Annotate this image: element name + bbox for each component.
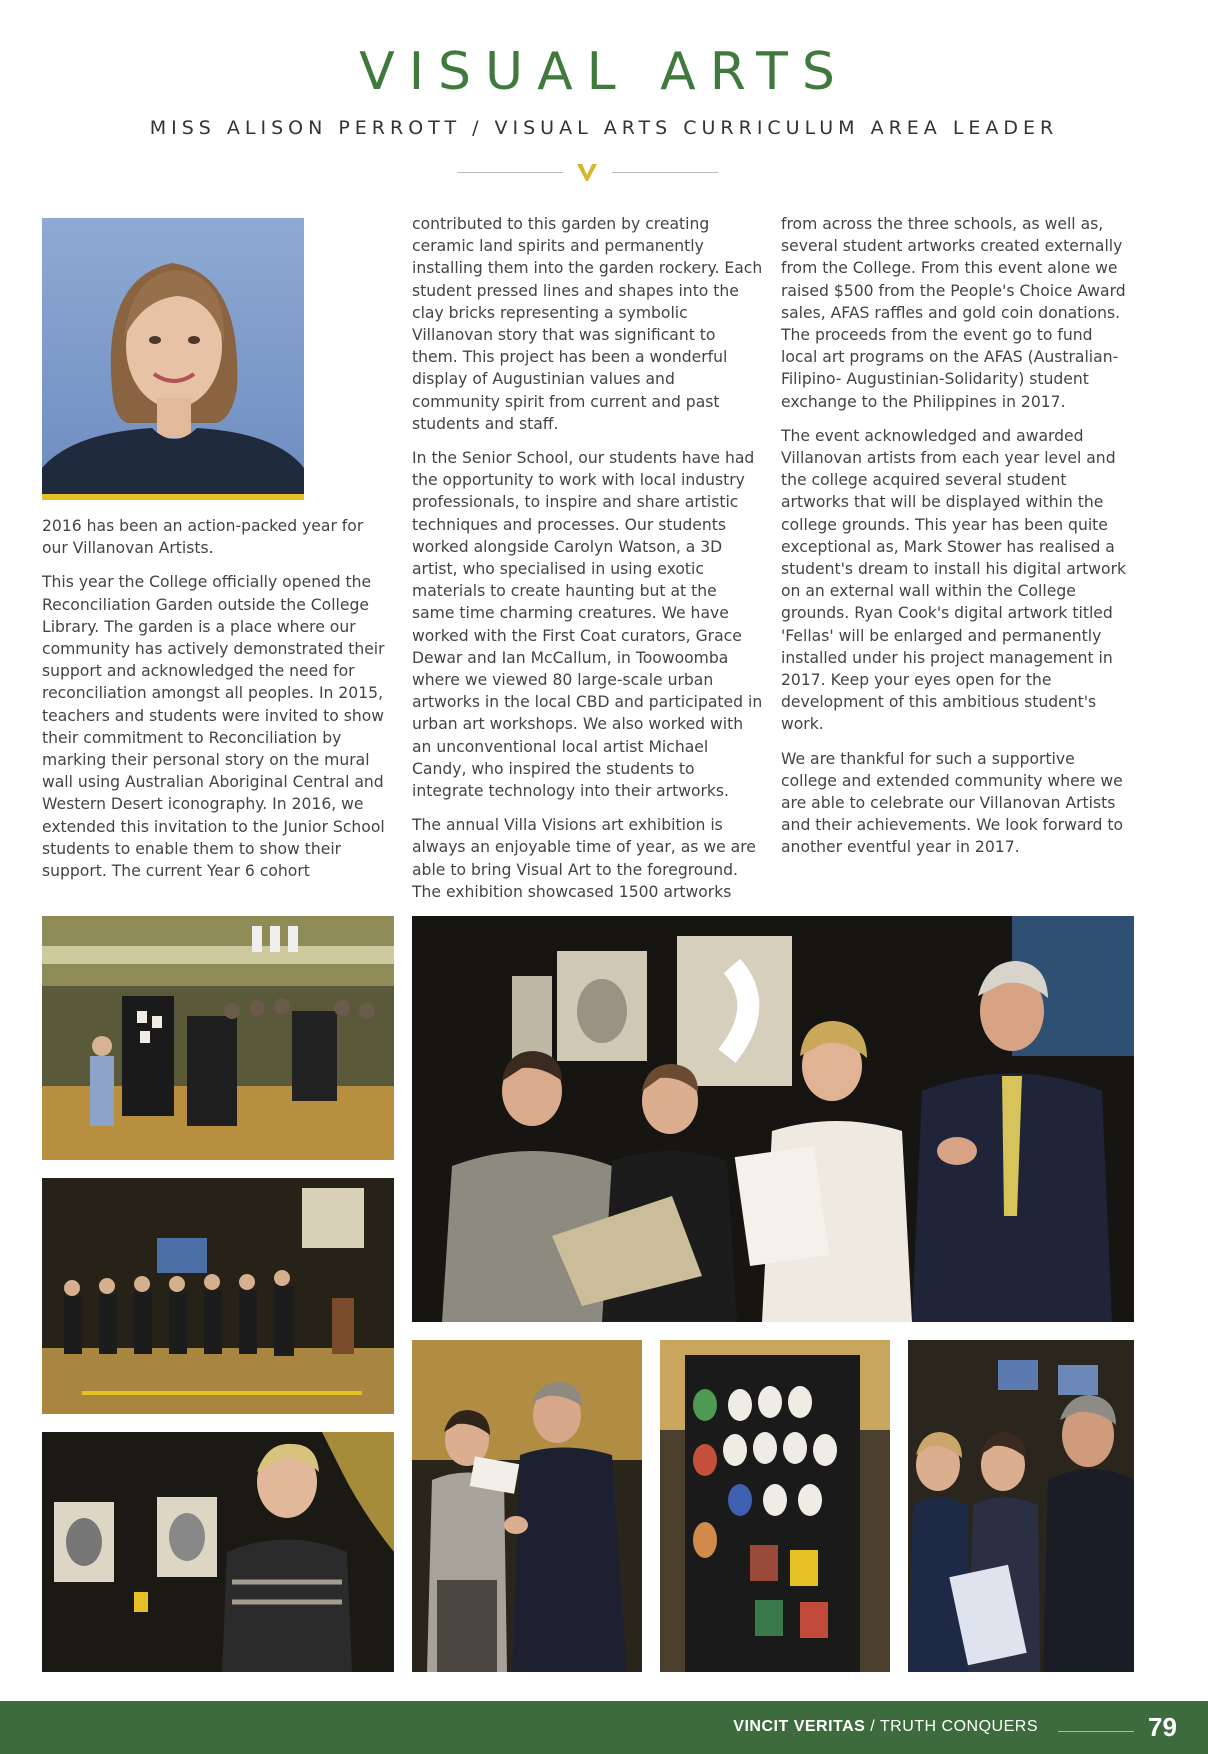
divider-left	[457, 172, 563, 173]
footer-rule	[1058, 1731, 1134, 1732]
article-paragraph: The annual Villa Visions art exhibition is always an enjoyable time of year, as we are able to bring Visual Art to the foreground. The exhibition showcased 1500 artworks	[412, 816, 756, 901]
footer-motto	[733, 1718, 1038, 1736]
divider-right	[612, 172, 718, 173]
page-footer	[0, 1701, 1208, 1754]
article-paragraph: The event acknowledged and awarded Villanovan artists from each year level and the college acquired several student artworks that will be displayed within the college grounds. This year has been quite exceptional as, Mark Stower has realised a student's dream to install his digital artwork on an external wall within the College grounds. Ryan Cook's digital artwork titled 'Fellas' will be enlarged and permanently installed under his project management in 2017. Keep your eyes open for the development of this ambitious student's work.	[781, 426, 1127, 734]
page-subtitle: MISS ALISON PERROTT / VISUAL ARTS CURRICULUM AREA LEADER	[149, 117, 1059, 139]
article-column-1	[42, 515, 387, 894]
article-paragraph: from across the three schools, as well as, several student artworks created externally from the College. From this event alone we raised $500 from the People's Choice Award sales, AFAS raffles and gold coin donations. The proceeds from the event go to fund local art programs on the AFAS (Australian-Filipino- Augustinian-Solidarity) student exchange to the Philippines in 2017.	[781, 215, 1126, 411]
article-paragraph: We are thankful for such a supportive college and extended community where we are able to celebrate our Villanovan Artists and their achievements. We look forward to another eventful year in 2017.	[781, 749, 1124, 857]
photo-award-winners	[412, 916, 1134, 1322]
page-title: VISUAL ARTS	[359, 42, 849, 102]
photo-students-presentation	[908, 1340, 1134, 1672]
article-column-3	[781, 213, 1133, 871]
article-paragraph: contributed to this garden by creating ceramic land spirits and permanently installing them into the garden rockery. Each student pressed lines and shapes into the clay bricks representing a symbolic Villanovan story that was significant to them. This project has been a wonderful display of Augustinian values and community spirit from current and past students and staff.	[412, 215, 763, 433]
portrait-accent-bar	[42, 494, 304, 500]
footer-motto-rest: / TRUTH CONQUERS	[865, 1718, 1038, 1735]
photo-exhibition-hall	[42, 916, 394, 1160]
photo-awards-stage	[42, 1178, 394, 1414]
article-column-2	[412, 213, 764, 915]
footer-motto-bold: VINCIT VERITAS	[733, 1718, 866, 1735]
photo-student-portraits	[42, 1432, 394, 1672]
article-paragraph: This year the College officially opened the Reconciliation Garden outside the College Library. The garden is a place where our community has actively demonstrated their support and acknowledged the need for reconciliation amongst all peoples. In 2015, teachers and students were invited to show their commitment to Reconciliation by marking their personal story on the mural wall using Australian Aboriginal Central and Western Desert iconography. In 2016, we extended this invitation to the Junior School students to enable them to show their support. The current Year 6 cohort	[42, 573, 385, 881]
article-paragraph: 2016 has been an action-packed year for our Villanovan Artists.	[42, 517, 364, 558]
villanova-emblem-icon	[576, 162, 598, 182]
photo-handshake	[412, 1340, 642, 1672]
author-portrait-photo	[42, 218, 304, 500]
photo-mask-display	[660, 1340, 890, 1672]
article-paragraph: In the Senior School, our students have had the opportunity to work with local industry professionals, to inspire and share artistic techniques and processes. Our students worked alongside Carolyn Watson, a 3D artist, who specialised in using exotic materials to create haunting but at the same time charming creatures. We have worked with the First Coat curators, Grace Dewar and Ian McCallum, in Toowoomba where we viewed 80 large-scale urban artworks in the local CBD and participated in urban art workshops. We also worked with an unconventional local artist Michael Candy, who inspired the students to integrate technology into their artworks.	[412, 449, 763, 801]
page-number: 79	[1148, 1712, 1177, 1742]
